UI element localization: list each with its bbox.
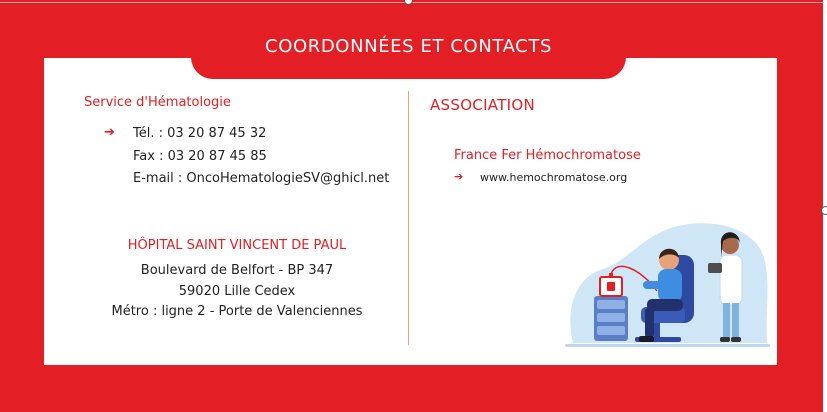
floor-line [565, 344, 770, 347]
arrow-right-icon: ➔ [454, 170, 464, 183]
association-heading: ASSOCIATION [430, 96, 536, 114]
service-email[interactable]: E-mail : OncoHematologieSV@ghicl.net [133, 171, 390, 186]
medical-cart [594, 273, 628, 341]
association-name: France Fer Hémochromatose [454, 148, 641, 163]
hospital-address-line1: Boulevard de Belfort - BP 347 [140, 263, 334, 278]
association-website[interactable]: www.hemochromatose.org [480, 171, 628, 184]
hospital-address-line2: 59020 Lille Cedex [178, 284, 296, 299]
service-phone: Tél. : 03 20 87 45 32 [133, 126, 267, 141]
blood-donation-illustration [565, 215, 770, 355]
arrow-right-icon: ➔ [104, 125, 115, 140]
column-divider [408, 91, 409, 345]
service-fax: Fax : 03 20 87 45 85 [133, 149, 267, 164]
service-name: Service d'Hématologie [84, 95, 231, 110]
hospital-name: HÔPITAL SAINT VINCENT DE PAUL [127, 238, 347, 253]
page-title: COORDONNÉES ET CONTACTS [265, 36, 552, 57]
resize-handle-right[interactable] [821, 206, 827, 215]
hospital-metro: Métro : ligne 2 - Porte de Valenciennes [111, 304, 363, 319]
